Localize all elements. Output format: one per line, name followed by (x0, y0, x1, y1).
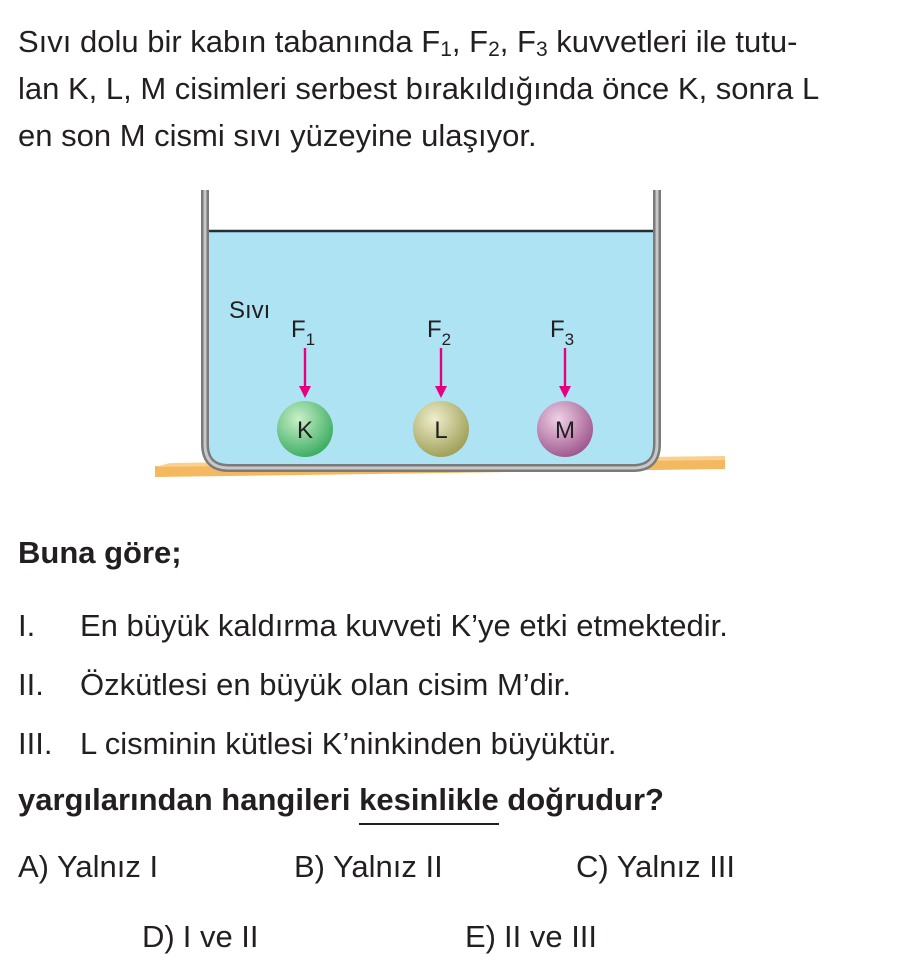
choice-a[interactable]: A) Yalnız I (18, 849, 159, 884)
choice-b[interactable]: B) Yalnız II (294, 849, 443, 884)
statement-3 (18, 724, 616, 764)
statement-2-text: Özkütlesi en büyük olan cisim M’dir. (80, 667, 572, 702)
subscript-3: 3 (535, 38, 548, 61)
statement-1-number: I. (18, 608, 36, 643)
stem-line-1: Sıvı dolu bir kabın tabanında $F_1$, $F_2$, $F_3$ kuvvetleri ile tutu- (18, 24, 798, 61)
choice-c[interactable]: C) Yalnız III (576, 849, 736, 884)
force-label-f3: $F_3$ (550, 316, 575, 349)
object-k-label: K (296, 417, 314, 444)
subscript-1: 1 (440, 38, 452, 61)
force-label-f1: $F_1$ (291, 316, 316, 349)
choice-d[interactable]: D) I ve II (142, 919, 259, 954)
subscript-2: 2 (488, 38, 500, 61)
stem-line-2: lan K, L, M cisimleri serbest bırakıldığında önce K, sonra L (18, 71, 820, 106)
liquid-label: Sıvı (229, 297, 271, 324)
object-l-label: L (434, 417, 448, 444)
statement-2-number: II. (18, 667, 44, 702)
force-label-f2: $F_2$ (427, 316, 452, 349)
statement-2 (18, 665, 571, 705)
statement-1-text: En büyük kaldırma kuvveti K’ye etki etmektedir. (80, 608, 728, 643)
lead-text: Buna göre; (18, 535, 182, 570)
question-prompt: yargılarından hangileri kesinlikle doğrudur? (18, 780, 664, 825)
object-m-label: M (555, 417, 575, 444)
statement-1 (18, 606, 728, 646)
statement-3-number: III. (18, 726, 53, 761)
emphasis-underlined: kesinlikle (359, 781, 499, 825)
choice-e[interactable]: E) II ve III (465, 919, 598, 954)
statement-3-text: L cisminin kütlesi K’ninkinden büyüktür. (80, 726, 617, 761)
stem-line-3: en son M cismi sıvı yüzeyine ulaşıyor. (18, 118, 537, 153)
